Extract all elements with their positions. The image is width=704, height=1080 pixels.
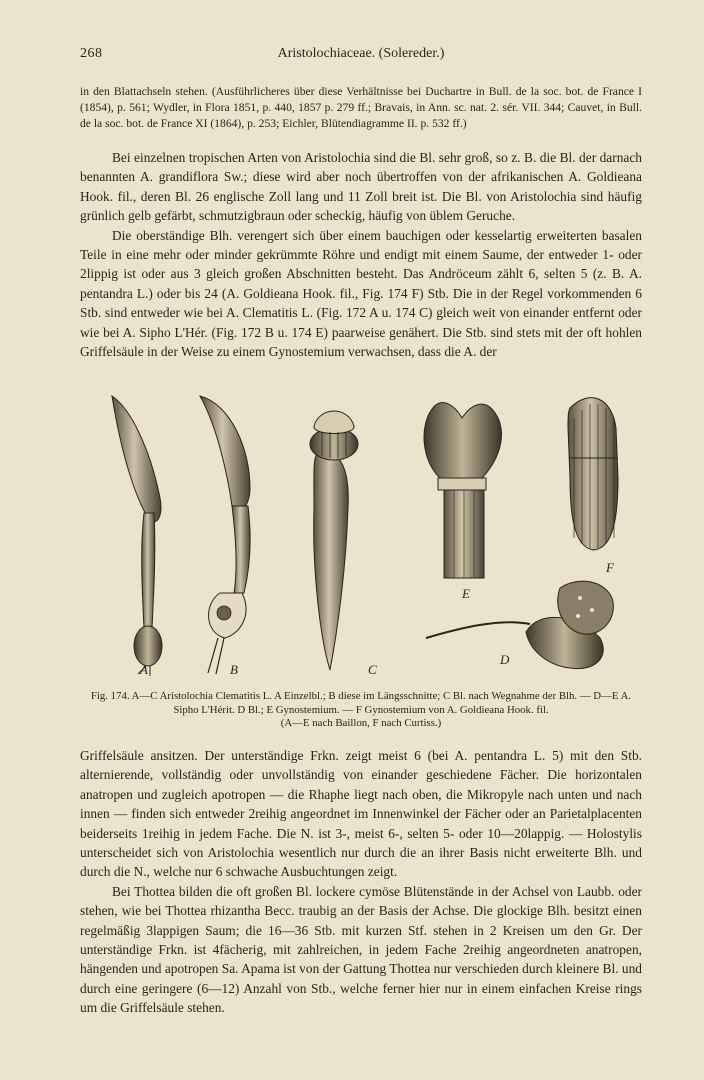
paragraph-2: Die oberständige Blh. verengert sich über einem bauchigen oder kesselartig erweiterten basalen Teile in eine mehr oder minder gekrümmte Röhre und endigt mit einem Saume, der entweder 1- oder 2lippig ist oder aus 3 gleich großen Abschnitten besteht. Das Andröceum zählt 6, selten 5 (z. B. A. pentandra L.) oder bis 24 (A. Goldieana Hook. fil., Fig. 174 F) Stb. Die in der Regel vorkommenden 6 Stb. sind entweder wie bei A. Clematitis L. (Fig. 172 A u. 174 C) gleich weit von einander entfernt oder wie bei A. Sipho L'Hér. (Fig. 172 B u. 174 E) paarweise genähert. Die Stb. sind stets mit der oft hohlen Griffelsäule in der Weise zu einem Gynostemium verwachsen, dass die A. der xyxy=(80,227,642,360)
figure-174 xyxy=(100,388,620,688)
caption-line-2: (A—E nach Baillon, F nach Curtiss.) xyxy=(280,717,442,729)
drawing-d-sipho-flower xyxy=(426,581,613,668)
body-text-lower xyxy=(80,746,642,1018)
paragraph-top: in den Blattachseln stehen. (Ausführlicheres über diese Verhältnisse bei Duchartre in Bull. de la soc. bot. de France I (1854), p. 561; Wydler, in Flora 1851, p. 440, 1857 p. 279 ff.; Bravais, in Ann. sc. nat. 2. sér. VII. 344; Cauvet, in Bull. de la soc. bot. de France XI (1864), p. 253; Eichler, Blütendiagramme II. p. 532 ff.) xyxy=(80,85,642,130)
body-text-upper xyxy=(80,148,642,361)
references-paragraph xyxy=(80,84,642,131)
drawing-c-flower-without-perianth xyxy=(310,411,358,670)
figure-label-f: F xyxy=(606,560,614,575)
drawing-e-gynostemium xyxy=(424,403,501,578)
figure-label-c: C xyxy=(368,662,377,677)
running-title: Aristolochiaceae. (Solereder.) xyxy=(277,46,445,61)
paragraph-3: Griffelsäule ansitzen. Der unterständige Frkn. zeigt meist 6 (bei A. pentandra L. 5) mit den Stb. alternierende, vollständig oder unvollständig von einander geschiedene Fächer. Die horizontalen anatropen und zugleich apotropen — die Rhaphe liegt nach oben, die Mikropyle nach unten und nach innen — finden sich entweder 2reihig angeordnet im Innenwinkel der Fächer oder an Parietalplacenten beiderseits 1reihig in jedem Fache. Die N. ist 3-, meist 6-, selten 5- oder 10—20lappig. — Holostylis unterscheidet sich von Aristolochia wesentlich nur durch die an ihrer Basis nicht erweiterte Blh. und durch die N., welche nur 6 schwache Ausbuchtungen zeigt. xyxy=(80,748,642,880)
figure-label-d: D xyxy=(500,652,510,667)
drawing-b-section xyxy=(200,396,250,674)
figure-label-b: B xyxy=(230,662,238,677)
figure-label-a: A xyxy=(140,662,148,677)
page-number: 268 xyxy=(80,46,103,61)
paragraph-1: Bei einzelnen tropischen Arten von Aristolochia sind die Bl. sehr groß, so z. B. die Bl. der darnach benannten A. grandiflora Sw.; diese wird aber noch übertroffen von der afrikanischen A. Goldieana Hook. fil., deren Bl. 26 englische Zoll lang und 11 Zoll breit ist. Die Bl. von Aristolochia sind häufig grünlich gelb gefärbt, schmutzigbraun oder scheckig, häufig von üblem Geruche. xyxy=(80,150,642,224)
paragraph-4: Bei Thottea bilden die oft großen Bl. lockere cymöse Blütenstände in der Achsel von Laubb. oder stehen, wie bei Thottea rhizantha Becc. traubig an der Basis der Achse. Die glockige Blh. besitzt einen regelmäßig 3lappigen Saum; die 16—36 Stb. mit kurzen Stf. stehen in 2 Kreisen um den Gr. Der unterständige Frkn. ist 4fächerig, mit zahlreichen, in jedem Fache 2reihig angeordneten anatropen, hängenden und apotropen Sa. Apama ist von der Gattung Thottea nur verschieden durch kleinere Bl. und durch eine geringere (6—12) Anzahl von Stb., welche ferner hier nur in einem einfachen Kreise rings um die Griffelsäule stehen. xyxy=(80,883,642,1016)
page-header xyxy=(80,46,642,66)
drawing-f-gynostemium-goldieana xyxy=(568,398,618,550)
caption-line-1: Fig. 174. A—C Aristolochia Clematitis L. A Einzelbl.; B diese im Längsschnitte; C Bl. nach Wegnahme der Blh. — D—E A. Sipho L'Hérit. D Bl.; E Gynostemium. — F Gynostemium von A. Goldieana Hook. fil. xyxy=(90,690,632,716)
drawing-a-flower xyxy=(112,396,162,676)
figure-caption xyxy=(80,690,642,731)
figure-illustration xyxy=(100,388,620,688)
figure-label-e: E xyxy=(462,586,470,601)
